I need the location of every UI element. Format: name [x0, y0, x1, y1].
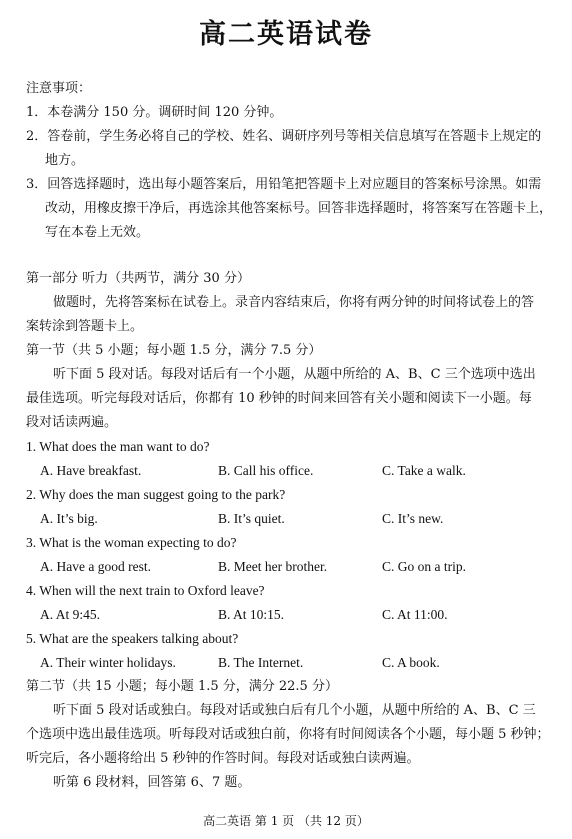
- q2-option-b: B. It’s quiet.: [218, 511, 285, 526]
- note-item-1: 1．本卷满分 150 分。调研时间 120 分钟。: [26, 105, 283, 120]
- part1-intro-1: 做题时，先将答案标在试卷上。录音内容结束后，你将有两分钟的时间将试卷上的答: [53, 295, 535, 310]
- q1-option-b: B. Call his office.: [218, 463, 314, 478]
- section1-intro-3: 段对话读两遍。: [26, 415, 118, 430]
- part1-intro-2: 案转涂到答题卡上。: [26, 319, 144, 334]
- question-2: 2. Why does the man suggest going to the park?: [26, 487, 286, 502]
- note-item-2: 2．答卷前，学生务必将自己的学校、姓名、调研序列号等相关信息填写在答题卡上规定的: [26, 129, 542, 144]
- note-item-2-cont: 地方。: [45, 153, 85, 168]
- page-title: 高二英语试卷: [199, 19, 373, 50]
- question-5: 5. What are the speakers talking about?: [26, 631, 239, 646]
- q5-option-a: A. Their winter holidays.: [40, 655, 176, 670]
- part1-heading: 第一部分 听力（共两节，满分 30 分）: [26, 271, 250, 286]
- q4-option-a: A. At 9:45.: [40, 607, 101, 622]
- note-item-3-cont-1: 改动，用橡皮擦干净后，再选涂其他答案标号。回答非选择题时，将答案写在答题卡上，: [45, 201, 553, 216]
- question-4: 4. When will the next train to Oxford leave?: [26, 583, 265, 598]
- q1-option-c: C. Take a walk.: [382, 463, 466, 478]
- q2-option-c: C. It’s new.: [382, 511, 444, 526]
- q2-option-a: A. It’s big.: [40, 511, 98, 526]
- note-item-3: 3．回答选择题时，选出每小题答案后，用铅笔把答题卡上对应题目的答案标号涂黑。如需: [26, 177, 542, 192]
- section1-intro-1: 听下面 5 段对话。每段对话后有一个小题，从题中所给的 A、B、C 三个选项中选出: [53, 367, 536, 382]
- page-footer: 高二英语 第 1 页 （共 12 页）: [203, 814, 369, 828]
- q3-option-c: C. Go on a trip.: [382, 559, 466, 574]
- section1-intro-2: 最佳选项。听完每段对话后，你都有 10 秒钟的时间来回答有关小题和阅读下一小题。每: [26, 391, 532, 406]
- q4-option-c: C. At 11:00.: [382, 607, 448, 622]
- section2-intro-2: 个选项中选出最佳选项。听每段对话或独白前，你将有时间阅读各个小题，每小题 5 秒钟；: [26, 727, 550, 742]
- notes-heading: 注意事项：: [26, 81, 92, 96]
- q3-option-b: B. Meet her brother.: [218, 559, 328, 574]
- question-1: 1. What does the man want to do?: [26, 439, 210, 454]
- q5-option-c: C. A book.: [382, 655, 440, 670]
- q3-option-a: A. Have a good rest.: [40, 559, 151, 574]
- question-3: 3. What is the woman expecting to do?: [26, 535, 237, 550]
- section2-intro-1: 听下面 5 段对话或独白。每段对话或独白后有几个小题，从题中所给的 A、B、C 三: [53, 703, 536, 718]
- q5-option-b: B. The Internet.: [218, 655, 304, 670]
- note-item-3-cont-2: 写在本卷上无效。: [45, 225, 150, 240]
- q1-option-a: A. Have breakfast.: [40, 463, 142, 478]
- section2-instruction: 听第 6 段材料，回答第 6、7 题。: [53, 775, 251, 790]
- section2-heading: 第二节（共 15 小题；每小题 1.5 分，满分 22.5 分）: [26, 679, 338, 694]
- section2-intro-3: 听完后，各小题将给出 5 秒钟的作答时间。每段对话或独白读两遍。: [26, 751, 420, 766]
- section1-heading: 第一节（共 5 小题；每小题 1.5 分，满分 7.5 分）: [26, 343, 322, 358]
- q4-option-b: B. At 10:15.: [218, 607, 285, 622]
